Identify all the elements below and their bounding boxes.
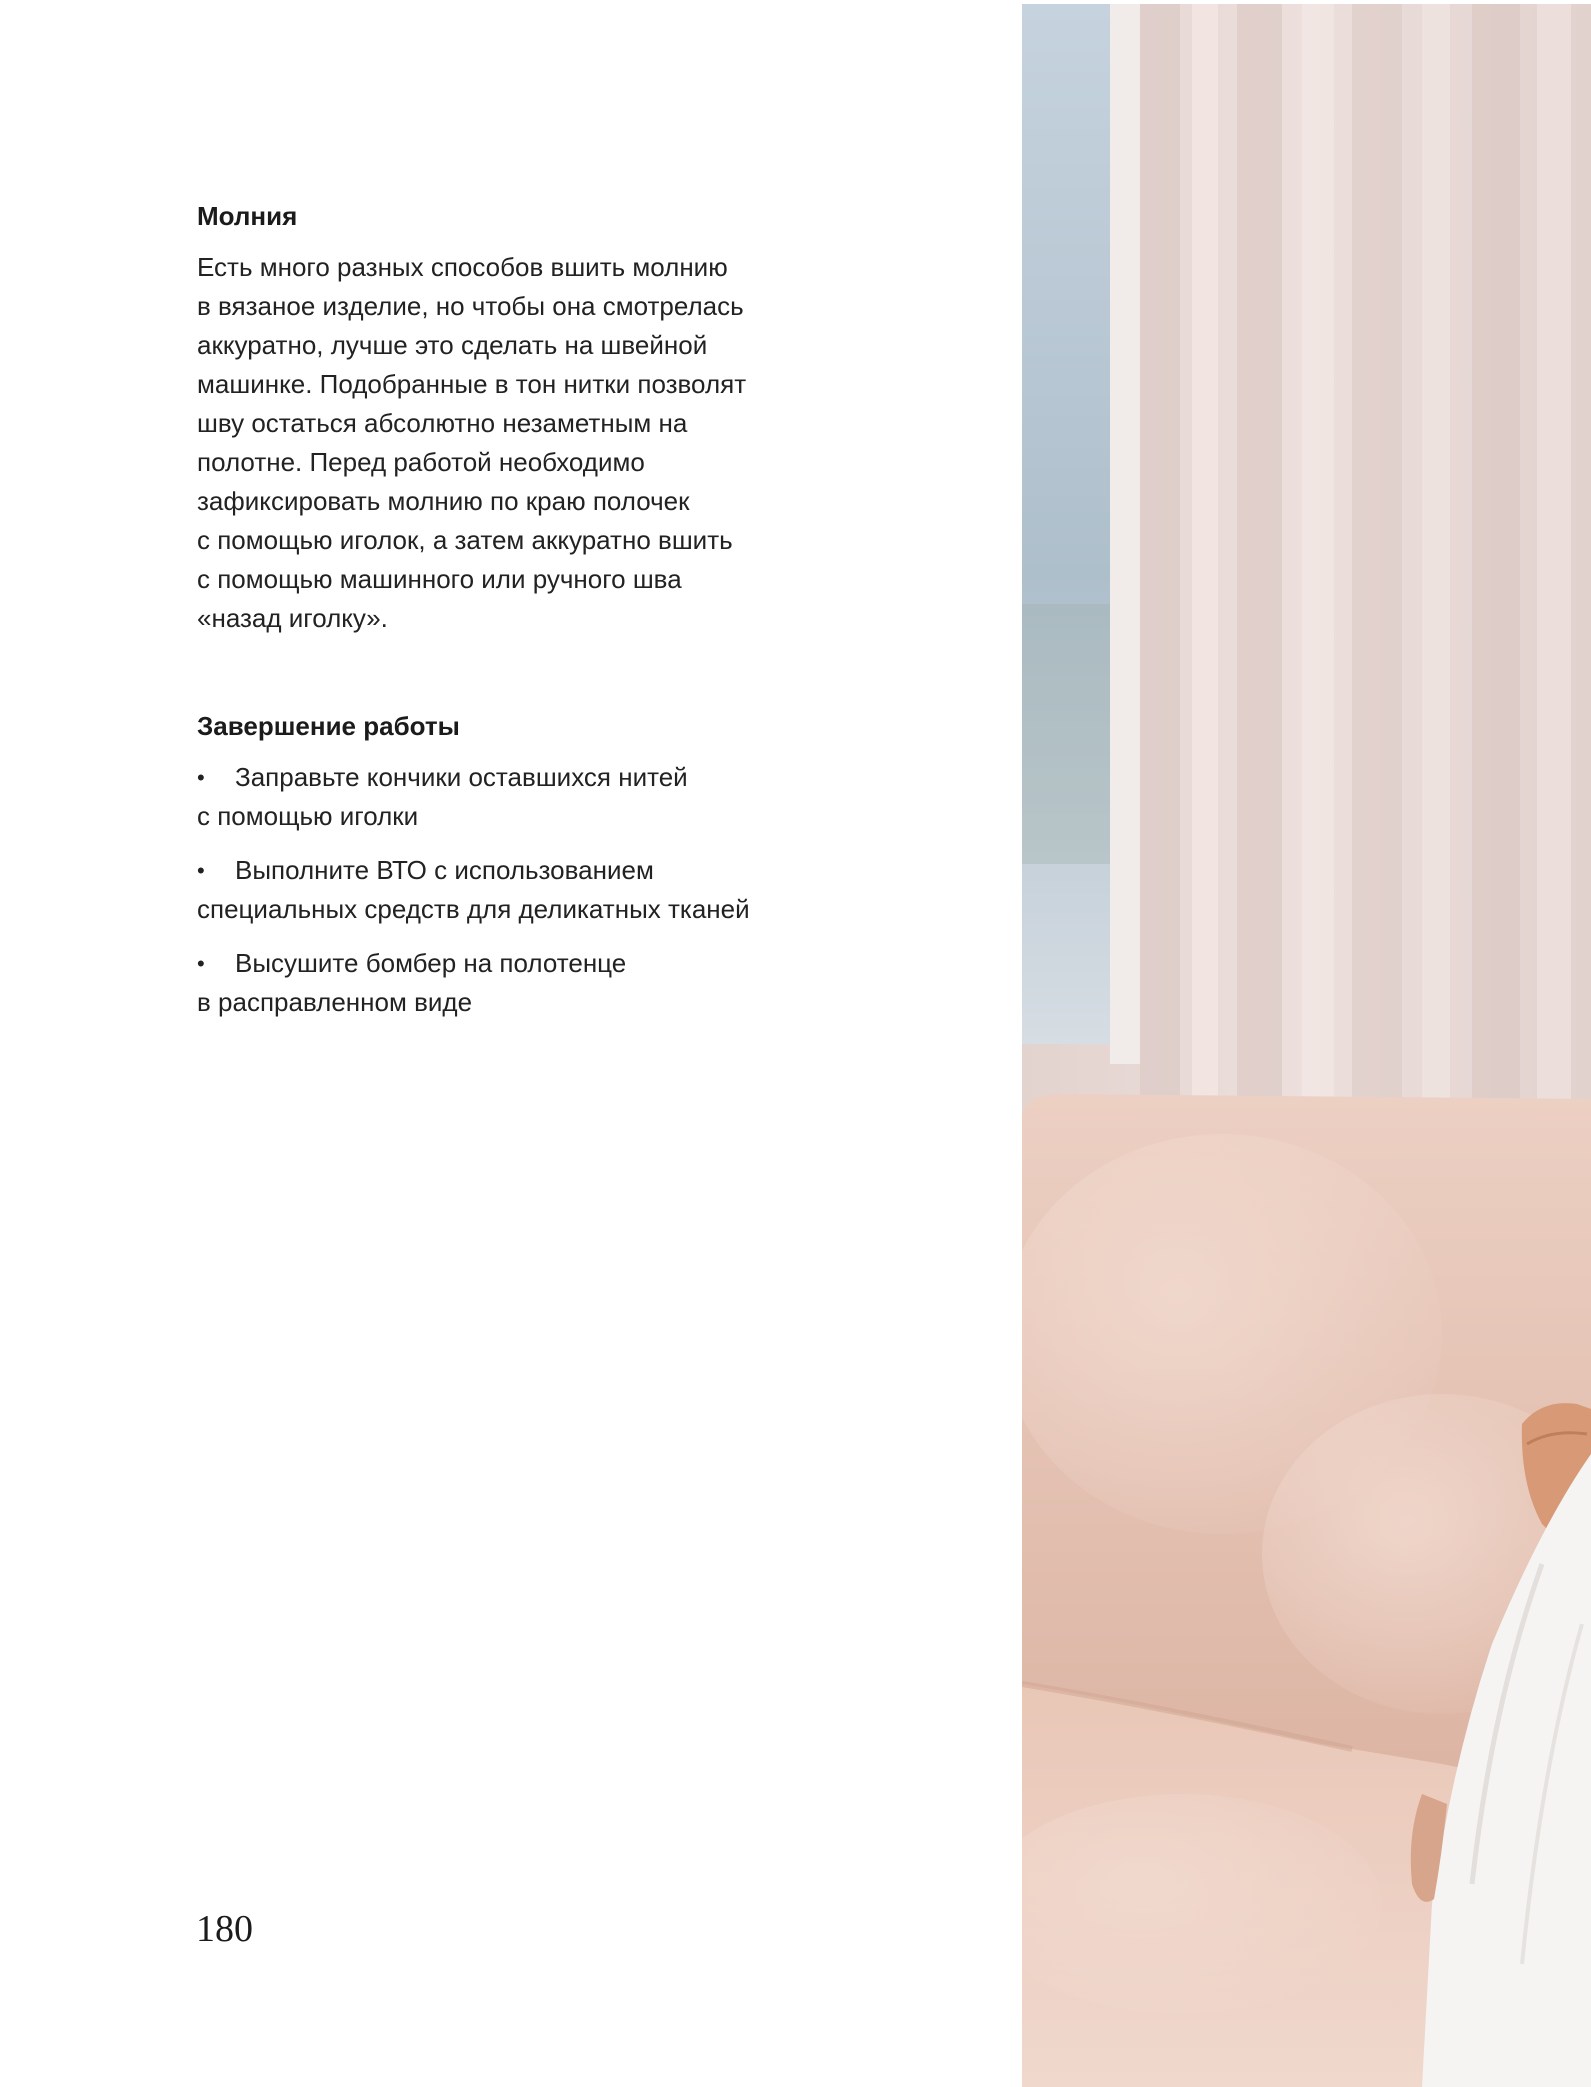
photo-illustration — [1022, 4, 1591, 2087]
paragraph-line: в вязаное изделие, но чтобы она смотрелась — [197, 291, 744, 321]
paragraph-line: «назад иголку». — [197, 603, 388, 633]
paragraph-line: аккуратно, лучше это сделать на швейной — [197, 330, 708, 360]
section-title-zipper: Молния — [197, 201, 298, 231]
interior-photo — [1022, 4, 1591, 2087]
bullet-line: • Выполните ВТО с использованием — [197, 851, 797, 890]
bullet-line: в расправленном виде — [197, 987, 473, 1017]
bullet-line: с помощью иголки — [197, 801, 419, 831]
bullet-line: специальных средств для деликатных тканей — [197, 894, 750, 924]
text-column — [197, 196, 797, 1037]
section-zipper — [197, 196, 797, 638]
paragraph-line: Есть много разных способов вшить молнию — [197, 252, 728, 282]
section-finishing — [197, 706, 797, 1022]
list-item — [197, 758, 797, 836]
page-number: 180 — [196, 1908, 253, 1950]
section-title-finishing: Завершение работы — [197, 711, 460, 741]
paragraph-line: с помощью машинного или ручного шва — [197, 564, 682, 594]
bullet-icon: • — [197, 951, 205, 976]
list-item — [197, 851, 797, 929]
bullet-line: • Высушите бомбер на полотенце — [197, 944, 797, 983]
paragraph-line: шву остаться абсолютно незаметным на — [197, 408, 688, 438]
list-item — [197, 944, 797, 1022]
bullet-line: • Заправьте кончики оставшихся нитей — [197, 758, 797, 797]
bullet-icon: • — [197, 765, 205, 790]
paragraph-line: с помощью иголок, а затем аккуратно вшить — [197, 525, 733, 555]
bullet-icon: • — [197, 858, 205, 883]
paragraph-line: зафиксировать молнию по краю полочек — [197, 486, 690, 516]
finishing-list — [197, 758, 797, 1022]
paragraph-line: машинке. Подобранные в тон нитки позволят — [197, 369, 747, 399]
paragraph-line: полотне. Перед работой необходимо — [197, 447, 645, 477]
zipper-paragraph — [197, 248, 797, 638]
